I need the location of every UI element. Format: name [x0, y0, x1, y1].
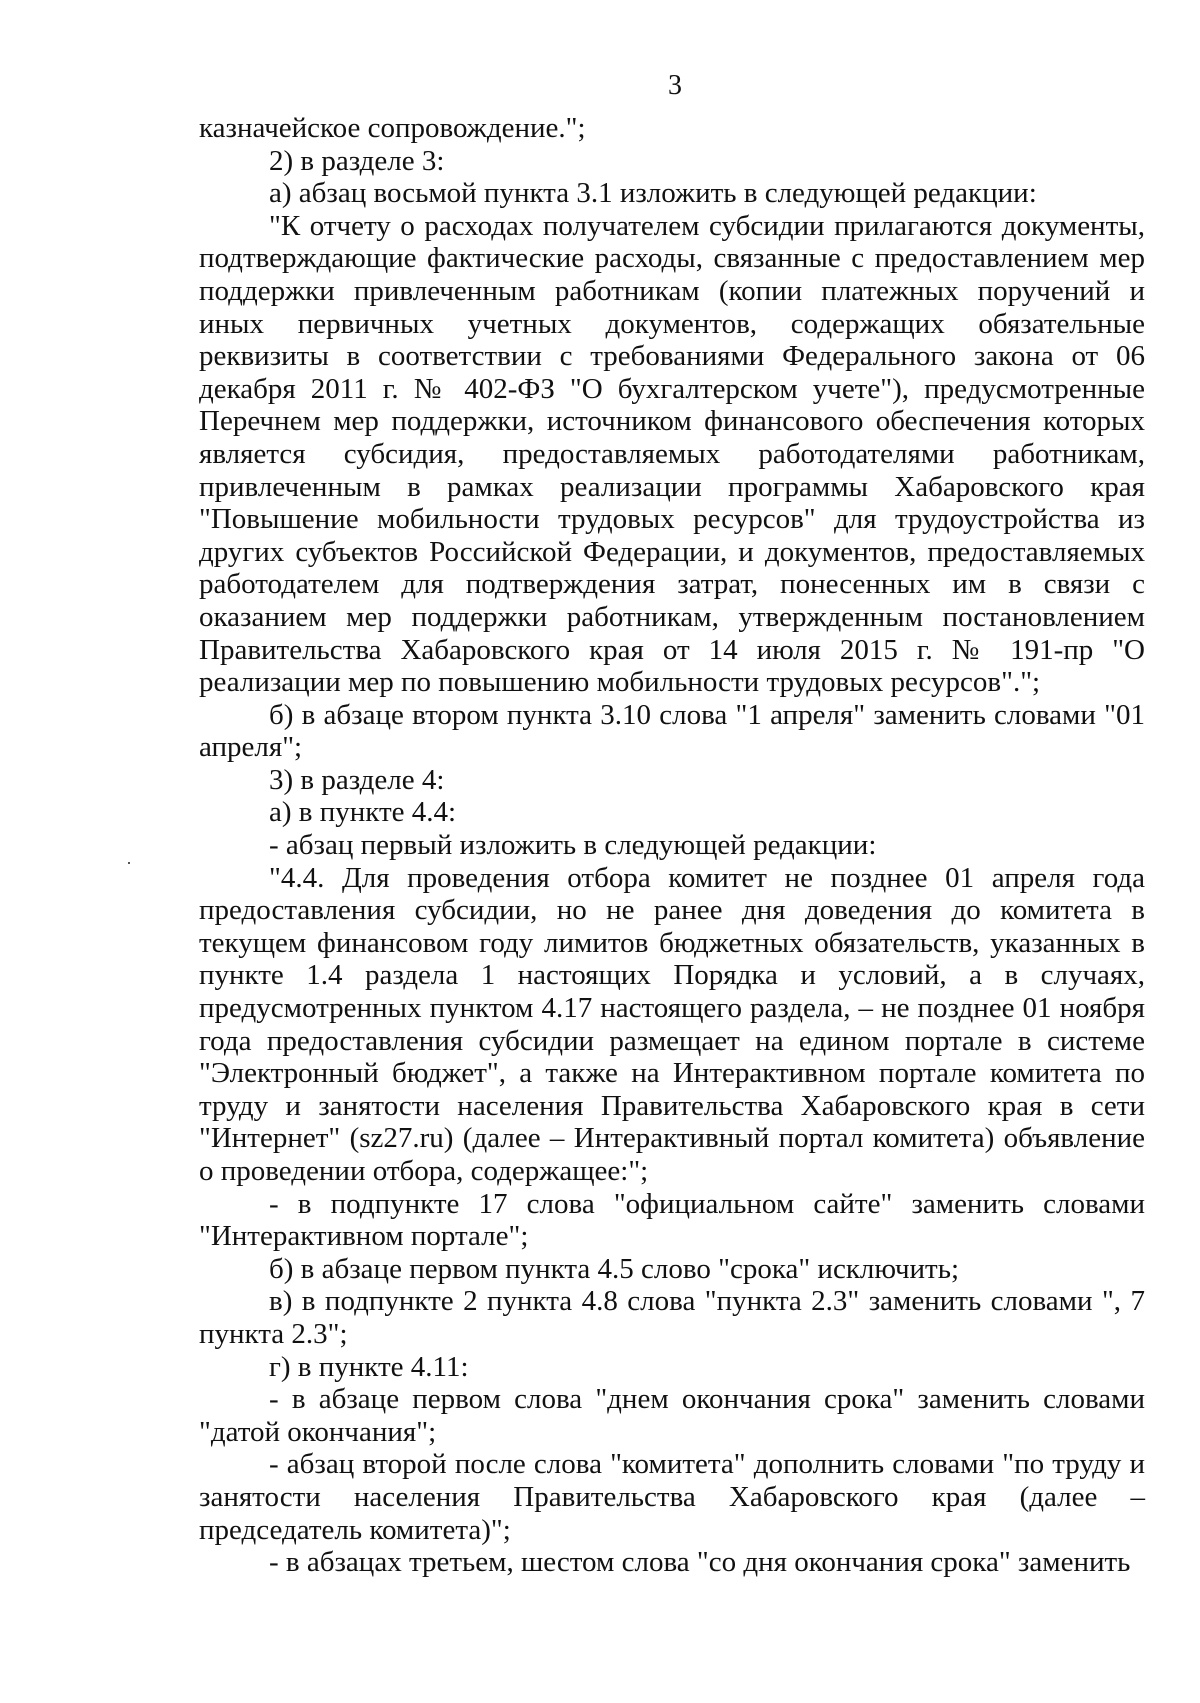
paragraph: а) в пункте 4.4: [269, 796, 457, 829]
paragraph: - абзац первый изложить в следующей редакции: [269, 829, 877, 862]
paragraph: "4.4. Для проведения отбора комитет не позднее 01 апреля года предоставления субсидии, но не ранее дня доведения до комитета в текущем финансовом году лимитов бюджетных обязательств, указанных в пункте 1.4 раздела 1 настоящих Порядка и условий, а в случаях, предусмотренных пунктом 4.17 настоящего раздела, – не позднее 01 ноября года предоставления субсидии размещает на едином портале в системе "Электронный бюджет", а также на Интерактивном портале комитета по труду и занятости населения Правительства Хабаровского края в сети "Интернет" (sz27.ru) (далее – Интерактивный портал комитета) объявление о проведении отбора, содержащее:"; [199, 861, 1145, 1187]
paragraph: г) в пункте 4.11: [269, 1350, 469, 1383]
paragraph: казначейское сопровождение."; [199, 112, 586, 144]
paragraph: - в абзаце первом слова "днем окончания срока" заменить словами "датой окончания"; [199, 1383, 1145, 1448]
paragraph: "К отчету о расходах получателем субсидии прилагаются документы, подтверждающие фактические расходы, связанные с предоставлением мер поддержки привлеченным работникам (копии платежных поручений и иных первичных учетных документов, содержащих обязательные реквизиты в соответствии с требованиями Федерального закона от 06 декабря 2011 г. № 402-ФЗ "О бухгалтерском учете"), предусмотренные Перечнем мер поддержки, источником финансового обеспечения которых является субсидия, предоставляемых работодателями работникам, привлеченным в рамках реализации программы Хабаровского края "Повышение мобильности трудовых ресурсов" для трудоустройства из других субъектов Российской Федерации, и документов, предоставляемых работодателем для подтверждения затрат, понесенных им в связи с оказанием мер поддержки работникам, утвержденным постановлением Правительства Хабаровского края от 14 июля 2015 г. № 191-пр "О реализации мер по повышению мобильности трудовых ресурсов"."; [199, 209, 1145, 699]
page-number: 3 [668, 70, 682, 101]
paragraph: а) абзац восьмой пункта 3.1 изложить в следующей редакции: [269, 177, 1037, 210]
document-body [199, 112, 1145, 1579]
paragraph: 2) в разделе 3: [269, 144, 445, 177]
scan-artifact-dot [128, 862, 130, 864]
paragraph: - абзац второй после слова "комитета" дополнить словами "по труду и занятости населения Правительства Хабаровского края (далее – председатель комитета)"; [199, 1448, 1145, 1546]
paragraph: б) в абзаце втором пункта 3.10 слова "1 апреля" заменить словами "01 апреля"; [199, 698, 1145, 764]
paragraph: в) в подпункте 2 пункта 4.8 слова "пункта 2.3" заменить словами ", 7 пункта 2.3"; [199, 1285, 1145, 1350]
paragraph: - в подпункте 17 слова "официальном сайте" заменить словами "Интерактивном портале"; [199, 1187, 1145, 1253]
paragraph: б) в абзаце первом пункта 4.5 слово "срока" исключить; [269, 1252, 960, 1285]
paragraph: 3) в разделе 4: [269, 763, 445, 796]
paragraph: - в абзацах третьем, шестом слова "со дня окончания срока" заменить [269, 1546, 1131, 1579]
